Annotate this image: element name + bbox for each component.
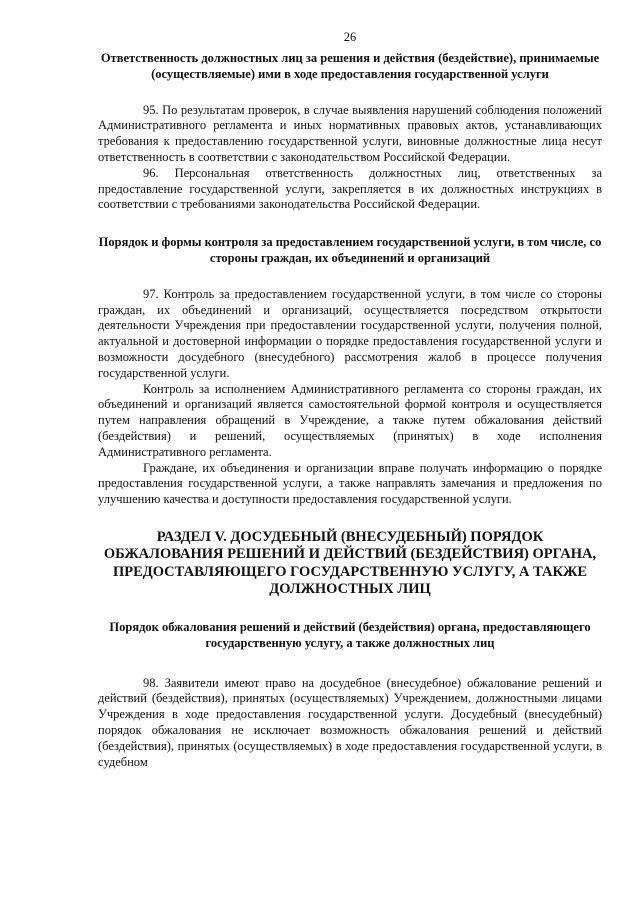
page-number: 26 [343, 30, 357, 44]
heading-control: Порядок и формы контроля за предоставлением государственной услуги, в том числе, со стороны граждан, их объединений и организаций [98, 235, 602, 265]
paragraph-citizens-rights: Граждане, их объединения и организации вправе получать информацию о порядке предоставления государственной услуги, а также направлять замечания и предложения по улучшению качества и доступности предоставления государственной услуги. [98, 460, 602, 507]
heading-responsibility: Ответственность должностных лиц за решения и действия (бездействие), принимаемые (осуществляемые) ими в ходе предоставления государственной услуги [100, 51, 600, 81]
paragraph-96: 96. Персональная ответственность должностных лиц, ответственных за предоставление государственной услуги, закрепляется в их должностных инструкциях в соответствии с требованиями законодательства Российской Федерации. [98, 165, 602, 212]
paragraph-98: 98. Заявители имеют право на досудебное (внесудебное) обжалование решений и действий (бездействия), принятых (осуществляемых) Учреждением, должностными лицами Учреждения в ходе предоставления государственной услуги. Досудебный (внесудебный) порядок обжалования не исключает возможность обжалования решений и действий (бездействия), принятых (осуществляемых) в ходе предоставления государственной услуги, в судебном [98, 675, 602, 769]
paragraph-97: 97. Контроль за предоставлением государственной услуги, в том числе со стороны граждан, их объединений и организаций, осуществляется посредством открытости деятельности Учреждения при предоставлении государственной услуги, получения полной, актуальной и достоверной информации о порядке предоставления государственной услуги и возможности досудебного (внесудебного) рассмотрения жалоб в процессе получения государственной услуги. [98, 286, 602, 380]
paragraph-95: 95. По результатам проверок, в случае выявления нарушений соблюдения положений Административного регламента и иных нормативных правовых актов, устанавливающих требования к предоставлению государственной услуги, виновные должностные лица несут ответственность в соответствии с законодательством Российской Федерации. [98, 102, 602, 164]
document-page [98, 30, 602, 770]
heading-appeal: Порядок обжалования решений и действий (бездействия) органа, предоставляющего государственную услугу, а также должностных лиц [109, 619, 591, 650]
paragraph-control-execution: Контроль за исполнением Административного регламента со стороны граждан, их объединений и организаций является самостоятельной формой контроля и осуществляется путем направления обращений в Учреждение, а также путем обжалования действий (бездействия) и решений, осуществляемых (принятых) в ходе исполнения Административного регламента. [98, 381, 602, 459]
section-v-title: РАЗДЕЛ V. ДОСУДЕБНЫЙ (ВНЕСУДЕБНЫЙ) ПОРЯДОК ОБЖАЛОВАНИЯ РЕШЕНИЙ И ДЕЙСТВИЙ (БЕЗДЕЙСТВИЯ) ОРГАНА, ПРЕДОСТАВЛЯЮЩЕГО ГОСУДАРСТВЕННУЮ УСЛУГУ, А ТАКЖЕ ДОЛЖНОСТНЫХ ЛИЦ [103, 528, 597, 598]
